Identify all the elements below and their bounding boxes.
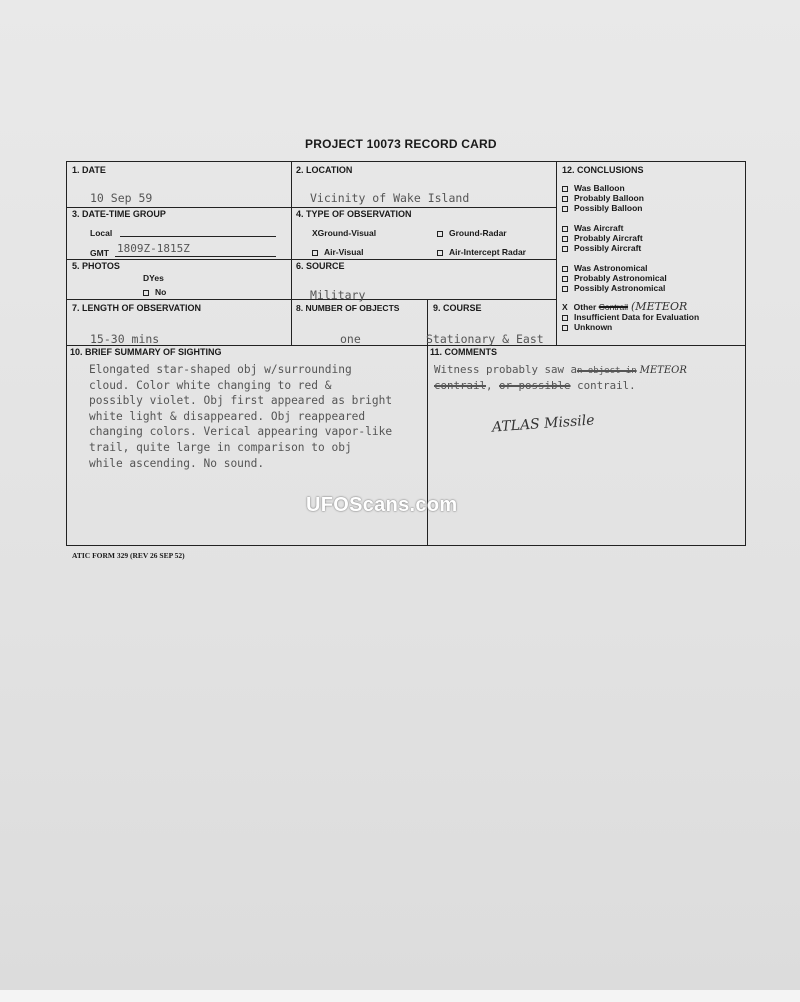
ground-visual-option <box>312 228 376 238</box>
checkbox-icon <box>437 231 443 237</box>
photos-no-label: No <box>155 287 167 297</box>
air-intercept-radar-label: Air-Intercept Radar <box>449 247 526 257</box>
conclusions-label: 12. CONCLUSIONS <box>562 165 644 175</box>
air-visual-label: Air-Visual <box>324 247 364 257</box>
dtg-label: 3. DATE-TIME GROUP <box>72 209 166 219</box>
location-label: 2. LOCATION <box>296 165 353 175</box>
air-visual-option <box>312 247 364 257</box>
checkbox-icon <box>562 246 568 252</box>
checkbox-icon <box>562 186 568 192</box>
rule <box>291 161 292 345</box>
summary-text <box>89 362 392 471</box>
photos-yes-label: Yes <box>149 273 164 283</box>
other-handwritten-meteor: (METEOR <box>631 300 688 313</box>
comments-struck-text: n object in <box>577 366 637 376</box>
gmt-label: GMT <box>90 248 109 258</box>
summary-line: white light & disappeared. Obj reappeared <box>89 409 366 423</box>
checkbox-icon <box>562 325 568 331</box>
rule <box>66 259 556 260</box>
other-struck-text: Contrail <box>598 302 629 312</box>
summary-line: cloud. Color white changing to red & <box>89 378 332 392</box>
rule <box>556 161 557 345</box>
course-value: Stationary & East <box>426 332 544 346</box>
conclusion-option: Probably Balloon <box>574 193 644 203</box>
checkbox-icon <box>562 266 568 272</box>
length-value: 15-30 mins <box>90 332 160 346</box>
card-title: PROJECT 10073 RECORD CARD <box>305 137 497 151</box>
checkbox-icon <box>562 315 568 321</box>
photos-yes-check: D <box>143 273 150 283</box>
summary-line: while ascending. No sound. <box>89 456 265 470</box>
local-label: Local <box>90 228 113 238</box>
checkbox-icon <box>562 276 568 282</box>
date-label: 1. DATE <box>72 165 106 175</box>
objects-value: one <box>340 332 361 346</box>
conclusions-balloon-group <box>562 183 644 213</box>
checkbox-icon <box>437 250 443 256</box>
conclusion-option: Probably Astronomical <box>574 273 667 283</box>
source-label: 6. SOURCE <box>296 261 345 271</box>
objects-label: 8. NUMBER OF OBJECTS <box>296 303 400 313</box>
source-value: Military <box>310 288 366 302</box>
length-label: 7. LENGTH OF OBSERVATION <box>72 303 202 313</box>
date-value: 10 Sep 59 <box>90 191 153 205</box>
local-line <box>120 236 276 237</box>
checkbox-icon <box>562 226 568 232</box>
checkbox-icon <box>312 250 318 256</box>
conclusion-option: Possibly Balloon <box>574 203 643 213</box>
scan-edge <box>0 990 800 1002</box>
comments-text: , <box>486 379 493 392</box>
comments-text: contrail. <box>577 379 636 392</box>
conclusion-option: Was Astronomical <box>574 263 648 273</box>
other-label: Other <box>573 302 597 312</box>
checkbox-icon <box>143 290 149 296</box>
conclusions-aircraft-group <box>562 223 643 253</box>
checkbox-icon <box>562 286 568 292</box>
ground-visual-label: Ground-Visual <box>317 228 377 238</box>
conclusion-option: Was Balloon <box>574 183 625 193</box>
conclusion-option: Was Aircraft <box>574 223 624 233</box>
rule <box>66 207 556 208</box>
comments-line-2 <box>434 378 636 394</box>
handwritten-atlas-missile: ATLAS Missile <box>491 412 595 436</box>
rule <box>66 345 746 346</box>
gmt-value: 1809Z-1815Z <box>117 242 190 255</box>
ground-radar-option <box>437 228 507 238</box>
location-value: Vicinity of Wake Island <box>310 191 470 205</box>
air-intercept-radar-option <box>437 247 526 257</box>
photos-yes-option <box>143 273 164 283</box>
checkbox-icon <box>562 196 568 202</box>
summary-line: changing colors. Verical appearing vapor-like <box>89 425 393 439</box>
comments-handwritten-meteor: METEOR <box>639 365 687 376</box>
checkbox-icon <box>562 206 568 212</box>
comments-label: 11. COMMENTS <box>430 347 498 357</box>
ground-radar-label: Ground-Radar <box>449 228 507 238</box>
comments-struck-text: or possible <box>499 379 571 392</box>
summary-line: Elongated star-shaped obj w/surrounding <box>89 363 352 376</box>
checkbox-icon <box>562 236 568 242</box>
course-label: 9. COURSE <box>433 303 482 313</box>
other-check: X <box>562 302 568 312</box>
comments-struck-text: contrail <box>434 379 487 392</box>
conclusion-option: Unknown <box>574 322 613 332</box>
conclusions-astronomical-group <box>562 263 667 293</box>
comments-line-1 <box>434 362 687 380</box>
conclusion-option: Possibly Aircraft <box>574 243 642 253</box>
conclusion-option: Insufficient Data for Evaluation <box>574 312 700 322</box>
form-number: ATIC FORM 329 (REV 26 SEP 52) <box>72 551 185 560</box>
conclusion-option: Probably Aircraft <box>574 233 643 243</box>
photos-label: 5. PHOTOS <box>72 261 120 271</box>
conclusion-option: Possibly Astronomical <box>574 283 666 293</box>
observation-type-label: 4. TYPE OF OBSERVATION <box>296 209 412 219</box>
photos-no-option <box>143 287 166 297</box>
conclusions-other-group <box>562 302 699 332</box>
comments-text: Witness probably saw a <box>434 363 578 376</box>
summary-line: trail, quite large in comparison to obj <box>89 440 352 454</box>
summary-label: 10. BRIEF SUMMARY OF SIGHTING <box>70 347 222 357</box>
summary-line: possibly violet. Obj first appeared as bright <box>89 394 393 408</box>
ground-visual-check: X <box>312 228 318 238</box>
watermark: UFOScans.com <box>306 494 458 516</box>
gmt-line <box>115 256 276 257</box>
